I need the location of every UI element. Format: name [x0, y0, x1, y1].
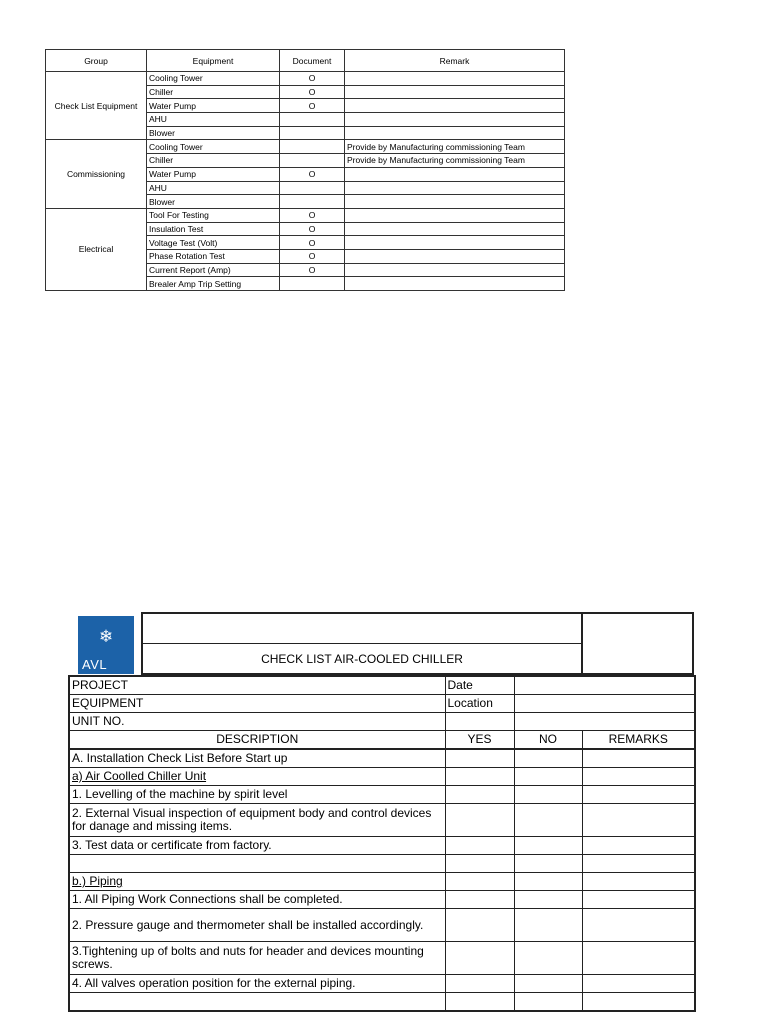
remark-cell	[345, 263, 565, 277]
checklist-row	[69, 891, 695, 909]
info-row	[69, 713, 695, 731]
info-right-label: Date	[445, 676, 514, 695]
checklist-item-text: A. Installation Check List Before Start up	[72, 751, 288, 765]
checklist-description	[69, 837, 445, 855]
remark-cell	[345, 85, 565, 99]
checklist-item-text: 1. All Piping Work Connections shall be completed.	[72, 892, 343, 906]
yes-cell[interactable]	[445, 909, 514, 942]
document-cell: O	[280, 85, 345, 99]
remark-cell	[345, 236, 565, 250]
equipment-cell: Current Report (Amp)	[147, 263, 280, 277]
document-cell	[280, 181, 345, 195]
no-cell[interactable]	[514, 749, 582, 768]
checklist-row	[69, 804, 695, 837]
logo-text: AVL	[82, 657, 108, 672]
checklist-body	[69, 676, 695, 1011]
checklist-description	[69, 804, 445, 837]
group-cell: Electrical	[46, 208, 147, 290]
checklist-row	[69, 993, 695, 1012]
remark-cell	[345, 195, 565, 209]
yes-cell[interactable]	[445, 768, 514, 786]
snowflake-icon: ❄	[98, 627, 114, 646]
checklist-description	[69, 909, 445, 942]
document-cell: O	[280, 263, 345, 277]
document-cell: O	[280, 222, 345, 236]
table-header-row	[46, 50, 565, 72]
checklist-row	[69, 786, 695, 804]
no-cell[interactable]	[514, 975, 582, 993]
remarks-cell[interactable]	[582, 891, 695, 909]
no-cell[interactable]	[514, 786, 582, 804]
no-cell[interactable]	[514, 873, 582, 891]
no-cell[interactable]	[514, 993, 582, 1012]
info-right-label	[445, 713, 514, 731]
checklist-description	[69, 975, 445, 993]
yes-cell[interactable]	[445, 749, 514, 768]
table-row	[46, 208, 565, 222]
checklist-description	[69, 942, 445, 975]
remark-cell: Provide by Manufacturing commissioning Team	[345, 140, 565, 154]
yes-cell[interactable]	[445, 942, 514, 975]
checklist-item-text: a) Air Coolled Chiller Unit	[72, 769, 207, 783]
document-cell	[280, 126, 345, 140]
remark-cell	[345, 167, 565, 181]
remark-cell	[345, 72, 565, 86]
info-row	[69, 695, 695, 713]
info-value	[514, 713, 695, 731]
checklist-row	[69, 855, 695, 873]
checklist-description	[69, 993, 445, 1012]
equipment-cell: Water Pump	[147, 99, 280, 113]
group-cell: Commissioning	[46, 140, 147, 208]
table-row	[46, 72, 565, 86]
checklist-row	[69, 975, 695, 993]
info-label: UNIT NO.	[69, 713, 445, 731]
remarks-cell[interactable]	[582, 749, 695, 768]
remarks-cell[interactable]	[582, 837, 695, 855]
yes-cell[interactable]	[445, 804, 514, 837]
equipment-cell: Cooling Tower	[147, 140, 280, 154]
document-cell	[280, 195, 345, 209]
document-cell	[280, 113, 345, 127]
checklist-description	[69, 786, 445, 804]
checklist-description	[69, 873, 445, 891]
yes-cell[interactable]	[445, 975, 514, 993]
no-cell[interactable]	[514, 942, 582, 975]
document-cell	[280, 154, 345, 168]
remark-cell	[345, 126, 565, 140]
remark-cell	[345, 113, 565, 127]
remarks-cell[interactable]	[582, 768, 695, 786]
remark-cell	[345, 249, 565, 263]
info-label: EQUIPMENT	[69, 695, 445, 713]
checklist-table	[68, 675, 696, 1012]
info-value	[514, 695, 695, 713]
checklist-item-text: 2. Pressure gauge and thermometer shall be installed accordingly.	[72, 917, 424, 932]
form-header	[141, 612, 694, 675]
document-cell: O	[280, 167, 345, 181]
document-cell: O	[280, 236, 345, 250]
document-cell: O	[280, 208, 345, 222]
document-cell	[280, 277, 345, 291]
equipment-cell: Cooling Tower	[147, 72, 280, 86]
checklist-row	[69, 942, 695, 975]
checklist-item-text: 3. Test data or certificate from factory.	[72, 838, 272, 852]
yes-cell[interactable]	[445, 855, 514, 873]
remarks-cell[interactable]	[582, 873, 695, 891]
header-remark: Remark	[345, 50, 565, 72]
yes-cell[interactable]	[445, 786, 514, 804]
avl-logo	[78, 616, 134, 674]
checklist-row	[69, 749, 695, 768]
table-row	[46, 140, 565, 154]
document-cell: O	[280, 72, 345, 86]
equipment-cell: Tool For Testing	[147, 208, 280, 222]
equipment-cell: Chiller	[147, 85, 280, 99]
checklist-description	[69, 768, 445, 786]
col-no: NO	[514, 731, 582, 750]
group-cell: Check List Equipment	[46, 72, 147, 140]
equipment-cell: Blower	[147, 195, 280, 209]
document-cell: O	[280, 99, 345, 113]
equipment-cell: Voltage Test (Volt)	[147, 236, 280, 250]
equipment-cell: AHU	[147, 113, 280, 127]
col-remarks: REMARKS	[582, 731, 695, 750]
checklist-row	[69, 837, 695, 855]
yes-cell[interactable]	[445, 891, 514, 909]
equipment-table-body	[46, 72, 565, 291]
equipment-cell: Phase Rotation Test	[147, 249, 280, 263]
remark-cell	[345, 222, 565, 236]
remarks-cell[interactable]	[582, 804, 695, 837]
no-cell[interactable]	[514, 837, 582, 855]
checklist-description	[69, 891, 445, 909]
equipment-cell: AHU	[147, 181, 280, 195]
col-yes: YES	[445, 731, 514, 750]
checklist-item-text: 4. All valves operation position for the external piping.	[72, 976, 356, 990]
equipment-cell: Insulation Test	[147, 222, 280, 236]
checklist-item-text: 3.Tightening up of bolts and nuts for header and devices mounting screws.	[72, 944, 424, 971]
header-equipment: Equipment	[147, 50, 280, 72]
equipment-document-table	[45, 49, 565, 291]
no-cell[interactable]	[514, 909, 582, 942]
remark-cell	[345, 181, 565, 195]
no-cell[interactable]	[514, 891, 582, 909]
header-document: Document	[280, 50, 345, 72]
checklist-description	[69, 855, 445, 873]
no-cell[interactable]	[514, 804, 582, 837]
remarks-cell[interactable]	[582, 786, 695, 804]
remark-cell	[345, 99, 565, 113]
equipment-cell: Water Pump	[147, 167, 280, 181]
yes-cell[interactable]	[445, 993, 514, 1012]
header-group: Group	[46, 50, 147, 72]
remark-cell	[345, 208, 565, 222]
checklist-item-text: b.) Piping	[72, 874, 123, 888]
remarks-cell[interactable]	[582, 855, 695, 873]
remark-cell	[345, 277, 565, 291]
checklist-item-text: 1. Levelling of the machine by spirit level	[72, 787, 288, 801]
col-description: DESCRIPTION	[69, 731, 445, 750]
checklist-row	[69, 768, 695, 786]
checklist-item-text: 2. External Visual inspection of equipment body and control devices for danage and missing items.	[72, 806, 432, 833]
checklist-row	[69, 873, 695, 891]
column-header-row	[69, 731, 695, 750]
equipment-cell: Chiller	[147, 154, 280, 168]
remarks-cell[interactable]	[582, 909, 695, 942]
document-cell: O	[280, 249, 345, 263]
form-title: CHECK LIST AIR-COOLED CHILLER	[261, 652, 463, 666]
info-right-label: Location	[445, 695, 514, 713]
yes-cell[interactable]	[445, 837, 514, 855]
yes-cell[interactable]	[445, 873, 514, 891]
no-cell[interactable]	[514, 768, 582, 786]
equipment-cell: Brealer Amp Trip Setting	[147, 277, 280, 291]
checklist-row	[69, 909, 695, 942]
info-value	[514, 676, 695, 695]
document-cell	[280, 140, 345, 154]
no-cell[interactable]	[514, 855, 582, 873]
remark-cell: Provide by Manufacturing commissioning Team	[345, 154, 565, 168]
checklist-description	[69, 749, 445, 768]
equipment-cell: Blower	[147, 126, 280, 140]
remarks-cell[interactable]	[582, 993, 695, 1012]
info-row	[69, 676, 695, 695]
remarks-cell[interactable]	[582, 942, 695, 975]
remarks-cell[interactable]	[582, 975, 695, 993]
info-label: PROJECT	[69, 676, 445, 695]
